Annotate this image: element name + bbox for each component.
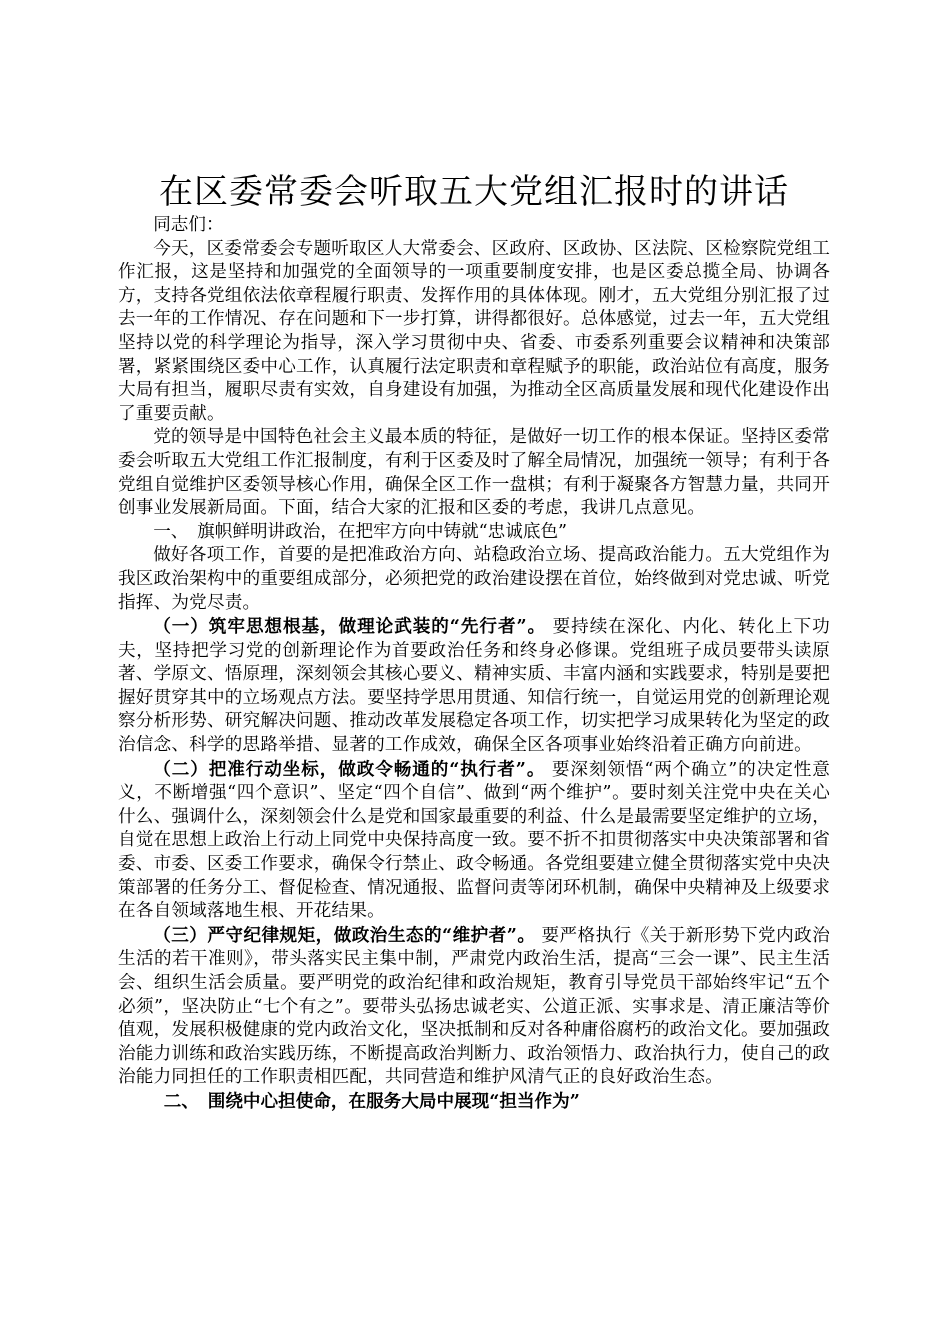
subsection-2-body: 要深刻领悟“两个确立”的决定性意义，不断增强“四个意识”、坚定“四个自信”、做到“两个维护”。要时刻关注党中央在关心什么、强调什么，深刻领会什么是党和国家最重要的利益、什么是最需要坚定维护的立场，自觉在思想上政治上行动上同党中央保持高度一致。要不折不扣贯彻落实中央决策部署和省委、市委、区委工作要求，确保令行禁止、政令畅通。各党组要建立健全贯彻落实党中央决策部署的任务分工、督促检查、情况通报、监督问责等闭环机制，确保中央精神及上级要求在各自领域落地生根、开花结果。 <box>118 759 830 922</box>
paragraph-intro: 今天，区委常委会专题听取区人大常委会、区政府、区政协、区法院、区检察院党组工作汇报，这是坚持和加强党的全面领导的一项重要制度安排，也是区委总揽全局、协调各方，支持各党组依法依章程履行职责、发挥作用的具体体现。刚才，五大党组分别汇报了过去一年的工作情况、存在问题和下一步打算，讲得都很好。总体感觉，过去一年，五大党组坚持以党的科学理论为指导，深入学习贯彻中央、省委、市委系列重要会议精神和决策部署，紧紧围绕区委中心工作，认真履行法定职责和章程赋予的职能，政治站位有高度，服务大局有担当，履职尽责有实效，自身建设有加强，为推动全区高质量发展和现代化建设作出了重要贡献。 <box>118 238 830 424</box>
paragraph-leadership: 党的领导是中国特色社会主义最本质的特征，是做好一切工作的根本保证。坚持区委常委会听取五大党组工作汇报制度，有利于区委及时了解全局情况，加强统一领导；有利于各党组自觉维护区委领导核心作用，确保全区工作一盘棋；有利于凝聚各方智慧力量，共同开创事业发展新局面。下面，结合大家的汇报和区委的考虑，我讲几点意见。 <box>118 427 830 519</box>
subsection-2-title: （二）把准行动坐标，做政令畅通的“执行者”。 <box>153 758 546 780</box>
document-page <box>118 170 830 1114</box>
subsection-1-body: 要持续在深化、内化、转化上下功夫，坚持把学习党的创新理论作为首要政治任务和终身必修课。党组班子成员要带头读原著、学原文、悟原理，深刻领会其核心要义、精神实质、丰富内涵和实践要求，特别是要把握好贯穿其中的立场观点方法。要坚持学思用贯通、知信行统一，自觉运用党的创新理论观察分析形势、研究解决问题、推动改革发展稳定各项工作，切实把学习成果转化为坚定的政治信念、科学的思路举措、显著的工作成效，确保全区各项事业始终沿着正确方向前进。 <box>118 617 830 756</box>
subsection-1-title: （一）筑牢思想根基，做理论武装的“先行者”。 <box>153 616 547 638</box>
document-title: 在区委常委会听取五大党组汇报时的讲话 <box>159 172 789 212</box>
greeting: 同志们： <box>153 215 224 235</box>
section-heading-1: 一、 旗帜鲜明讲政治，在把牢方向中铸就“忠诚底色” <box>153 521 568 542</box>
subsection-1 <box>118 615 830 758</box>
subsection-3-title: （三）严守纪律规矩，做政治生态的“维护者”。 <box>153 924 536 946</box>
subsection-2 <box>118 758 830 924</box>
subsection-3-body: 要严格执行《关于新形势下党内政治生活的若干准则》，带头落实民主集中制，严肃党内政治生活，提高“三会一课”、民主生活会、组织生活会质量。要严明党的政治纪律和政治规矩，教育引导党员干部始终牢记“五个必须”，坚决防止“七个有之”。要带头弘扬忠诚老实、公道正派、实事求是、清正廉洁等价值观，发展积极健康的党内政治文化，坚决抵制和反对各种庸俗腐朽的政治文化。要加强政治能力训练和政治实践历练，不断提高政治判断力、政治领悟力、政治执行力，使自己的政治能力同担任的工作职责相匹配，共同营造和维护风清气正的良好政治生态。 <box>118 925 831 1088</box>
paragraph-section-1-intro: 做好各项工作，首要的是把准政治方向、站稳政治立场、提高政治能力。五大党组作为我区政治架构中的重要组成部分，必须把党的政治建设摆在首位，始终做到对党忠诚、听党指挥、为党尽责。 <box>118 545 830 613</box>
subsection-3 <box>118 924 830 1090</box>
section-heading-2: 二、 围绕中心担使命，在服务大局中展现“担当作为” <box>163 1090 580 1112</box>
